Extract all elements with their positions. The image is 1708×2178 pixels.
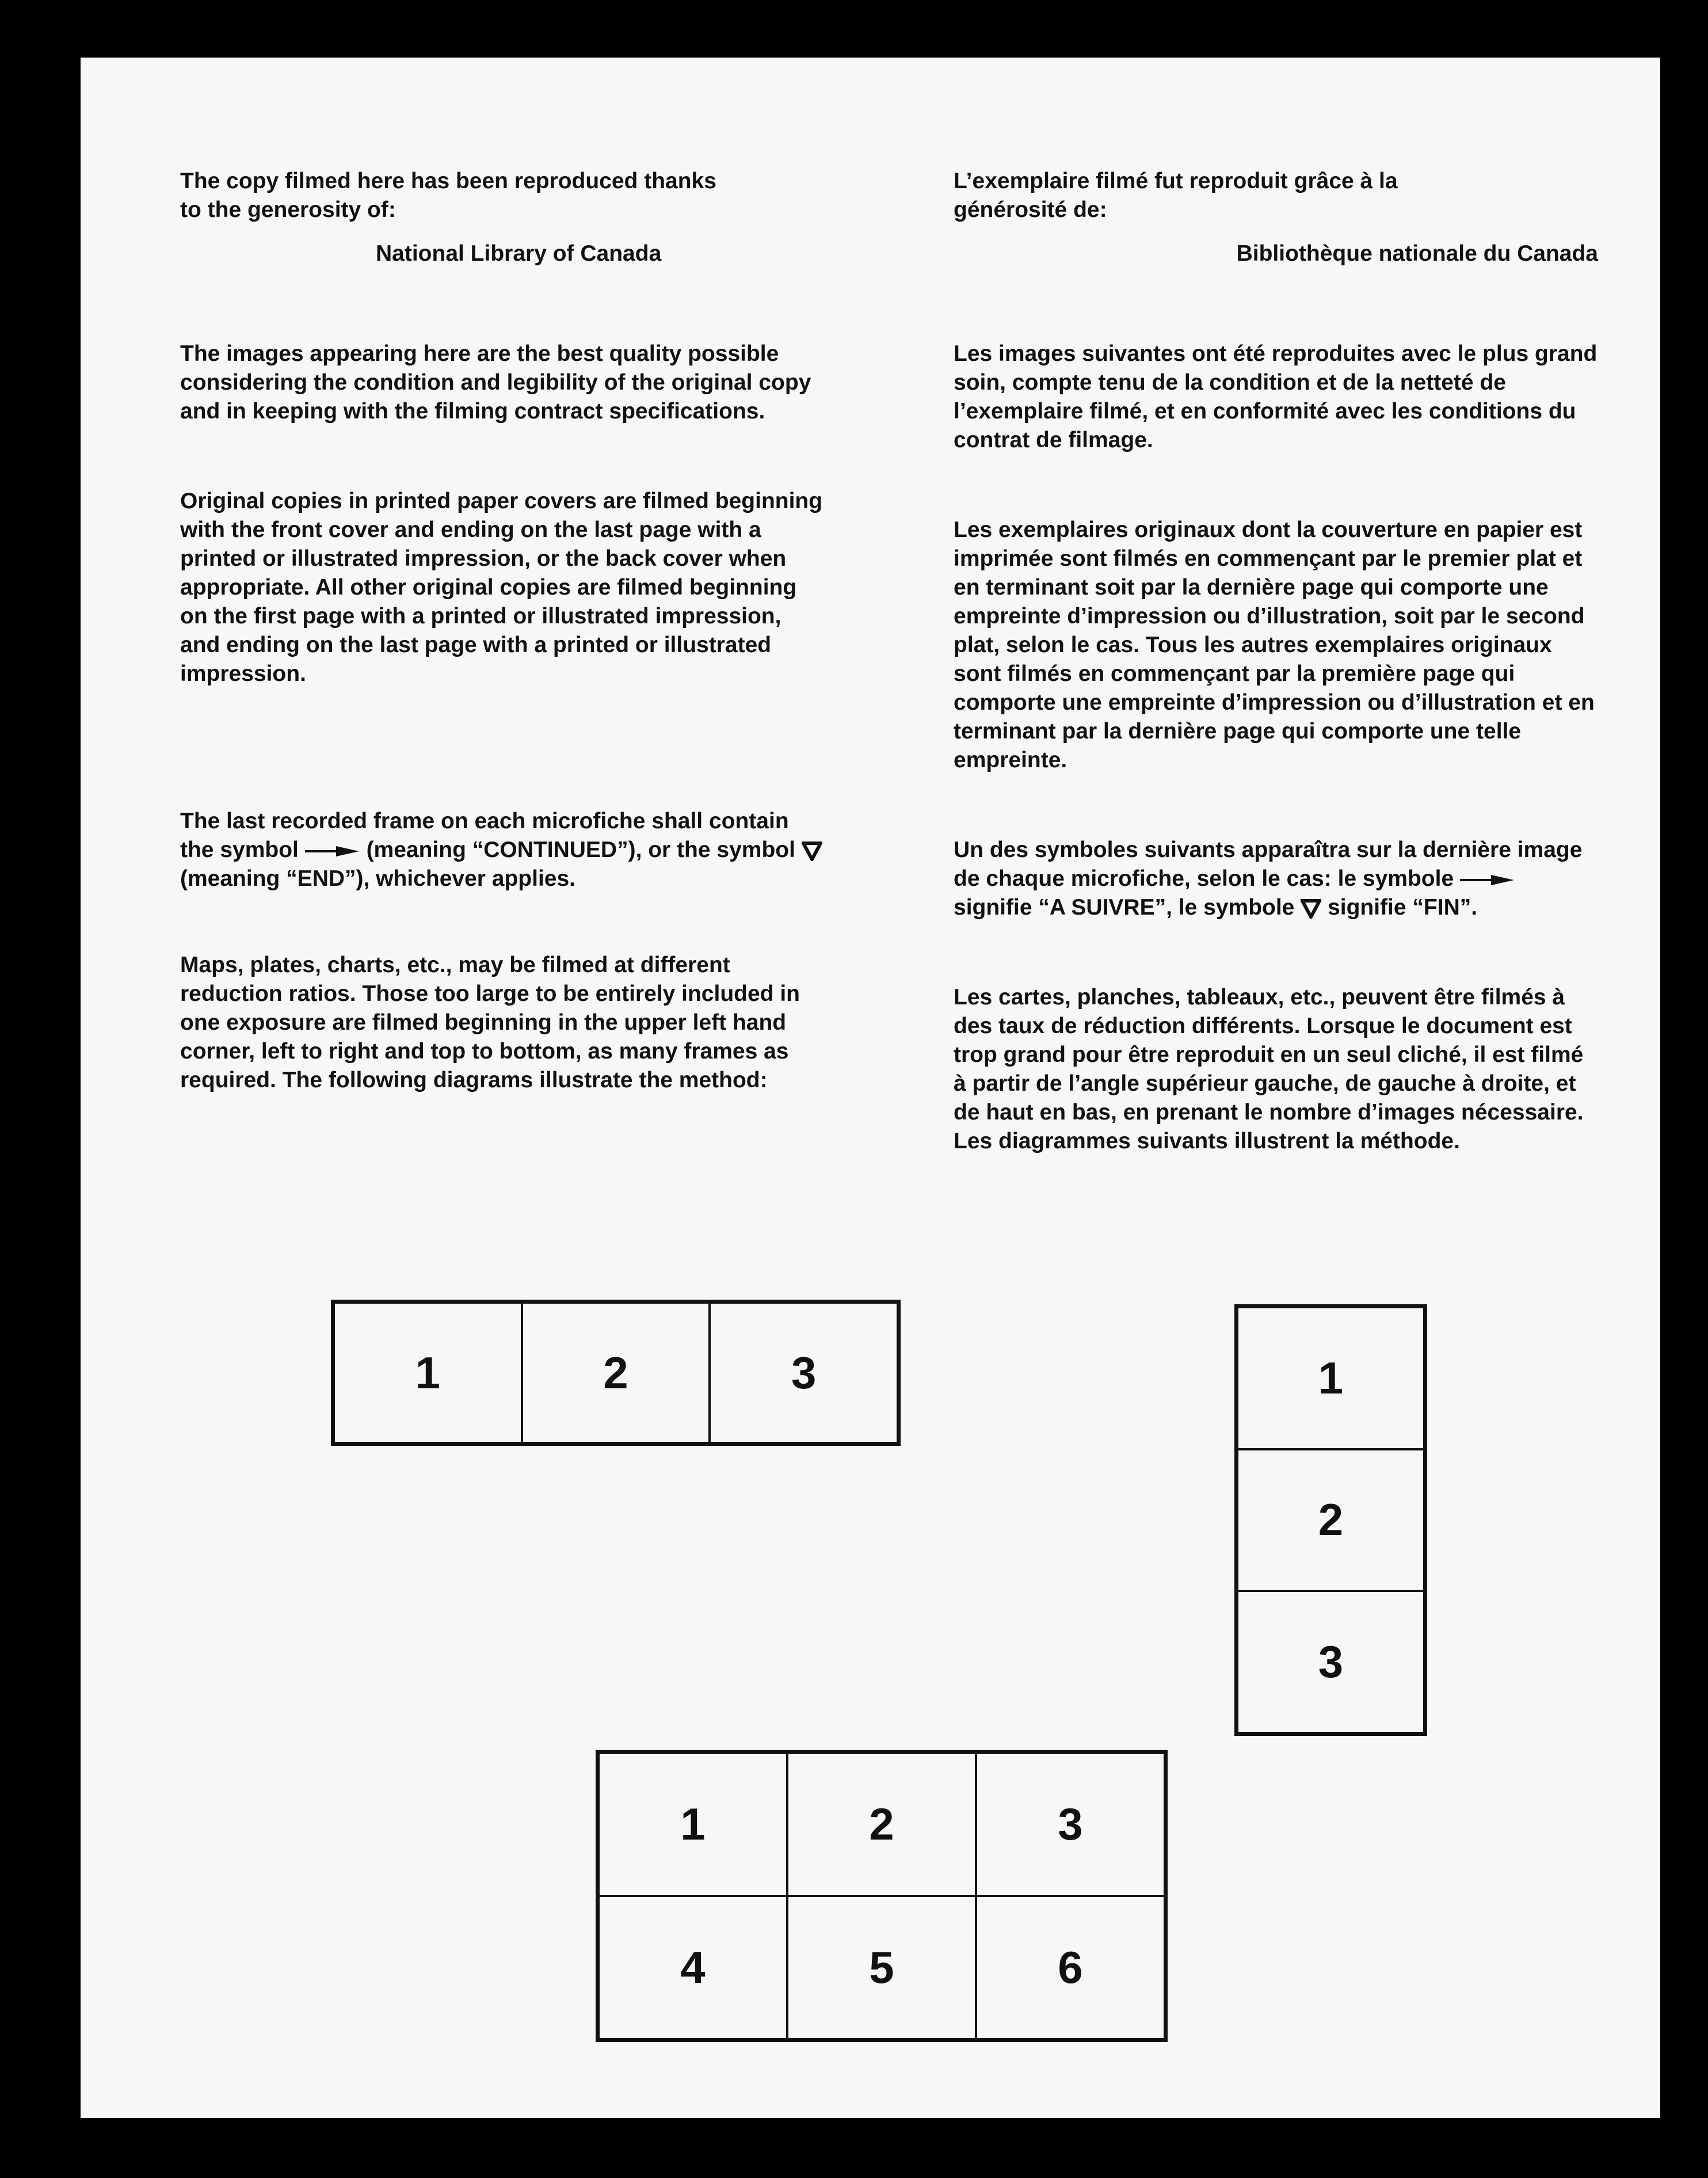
french-symbols-text-b: signifie “A SUIVRE”, le symbole xyxy=(954,895,1295,920)
french-intro xyxy=(954,167,1598,224)
french-intro-line-2: générosité de: xyxy=(954,197,1107,222)
english-symbols-text-c: (meaning “END”), whichever applies. xyxy=(180,866,575,891)
diagram-cell: 2 xyxy=(1237,1449,1424,1591)
french-symbols-text-c: signifie “FIN”. xyxy=(1328,895,1478,920)
diagram-cell: 1 xyxy=(598,1753,787,1896)
french-maps-paragraph: Les cartes, planches, tableaux, etc., peuvent être filmés à des taux de réduction différents. Lorsque le document est trop grand pour être reproduit en un seul cliché, il est filmé à partir de l’angle supérieur gauche, de gauche à droite, et de haut en bas, en prenant le nombre d’images nécessaire. Les diagrammes suivants illustrent la méthode. xyxy=(954,985,1584,1153)
english-originals-paragraph: Original copies in printed paper covers are filmed beginning with the front cover and ending on the last page with a printed or illustrated impression, or the back cover when appropriate. All other original copies are filmed beginning on the first page with a printed or illustrated impression, and ending on the last page with a printed or illustrated impression. xyxy=(180,489,823,686)
diagram-cell: 6 xyxy=(976,1896,1165,2039)
french-symbols-text-a: Un des symboles suivants apparaîtra sur la dernière image de chaque microfiche, selon le cas: le symbole xyxy=(954,837,1583,891)
six-frame-grid-diagram xyxy=(596,1750,1168,2042)
french-originals-paragraph: Les exemplaires originaux dont la couverture en papier est imprimée sont filmés en commençant par le premier plat et en terminant soit par la dernière page qui comporte une empreinte d’impression ou d’illustration, soit par le second plat, selon le cas. Tous les autres exemplaires originaux sont filmés en commençant par la première page qui comporte une empreinte d’impression ou d’illustration et en terminant par la dernière page qui comporte une telle empreinte. xyxy=(954,517,1595,772)
french-intro-line-1: L’exemplaire filmé fut reproduit grâce à la xyxy=(954,169,1398,193)
french-institution: Bibliothèque nationale du Canada xyxy=(1236,241,1598,266)
english-symbols-text-b: (meaning “CONTINUED”), or the symbol xyxy=(366,837,795,862)
diagram-cell: 1 xyxy=(1237,1307,1424,1449)
english-column xyxy=(180,167,825,1095)
diagram-cell: 3 xyxy=(710,1303,898,1443)
diagram-cell: 2 xyxy=(522,1303,710,1443)
triangle-down-icon xyxy=(1301,899,1321,919)
arrow-right-icon xyxy=(1460,873,1515,887)
vertical-frames-diagram xyxy=(1234,1304,1427,1736)
horizontal-frames-diagram xyxy=(331,1300,901,1446)
diagram-cell: 3 xyxy=(976,1753,1165,1896)
english-intro xyxy=(180,167,825,224)
english-symbols-paragraph xyxy=(180,807,825,893)
french-symbols-paragraph xyxy=(954,836,1598,922)
diagram-cell: 5 xyxy=(787,1896,976,2039)
french-quality-paragraph: Les images suivantes ont été reproduites avec le plus grand soin, compte tenu de la condition et de la netteté de l’exemplaire filmé, et en conformité avec les conditions du contrat de filmage. xyxy=(954,341,1598,452)
diagram-cell: 2 xyxy=(787,1753,976,1896)
english-quality-paragraph: The images appearing here are the best quality possible considering the condition and legibility of the original copy and in keeping with the filming contract specifications. xyxy=(180,341,811,424)
english-institution: National Library of Canada xyxy=(376,241,662,266)
diagram-cell: 1 xyxy=(334,1303,522,1443)
english-intro-line-1: The copy filmed here has been reproduced thanks xyxy=(180,169,716,193)
english-symbols-text-a: The last recorded frame on each microfiche shall contain the symbol xyxy=(180,809,789,862)
diagram-cell: 4 xyxy=(598,1896,787,2039)
english-maps-paragraph: Maps, plates, charts, etc., may be filmed at different reduction ratios. Those too large to be entirely included in one exposure are filmed beginning in the upper left hand corner, left to right and top to bottom, as many frames as required. The following diagrams illustrate the method: xyxy=(180,953,800,1092)
english-intro-line-2: to the generosity of: xyxy=(180,197,396,222)
arrow-right-icon xyxy=(305,844,360,858)
diagram-cell: 3 xyxy=(1237,1591,1424,1733)
triangle-down-icon xyxy=(802,842,822,861)
french-column xyxy=(954,167,1598,1156)
filming-notice-page xyxy=(81,58,1660,2118)
